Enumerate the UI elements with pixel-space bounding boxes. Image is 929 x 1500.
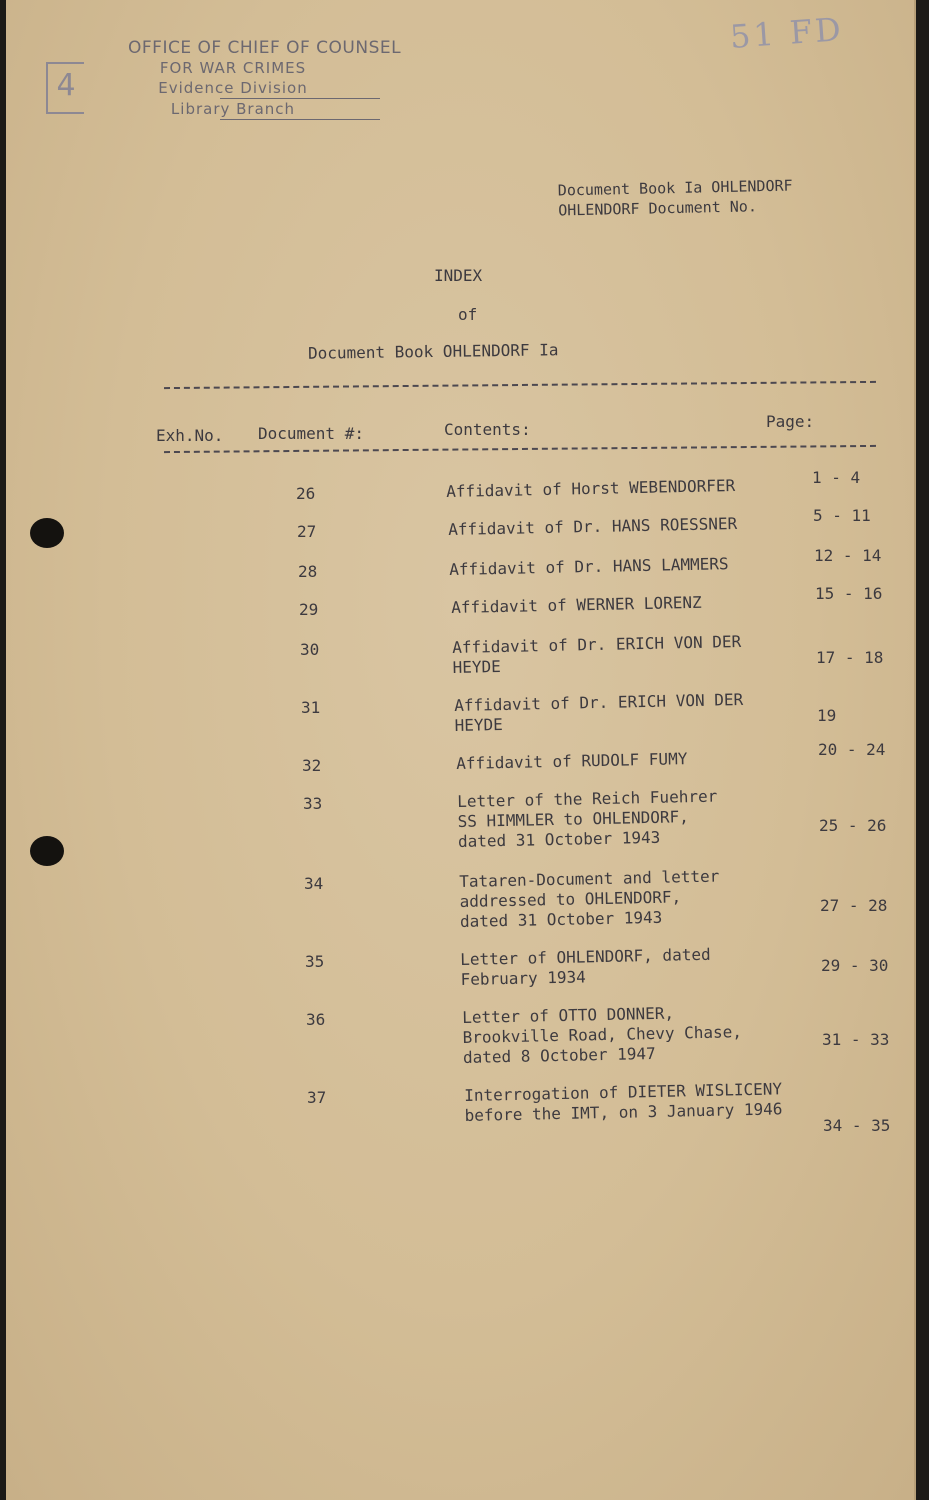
contents-entry: [454, 690, 744, 736]
index-title: INDEX: [434, 266, 483, 285]
contents-line: HEYDE: [452, 656, 502, 677]
document-page: [6, 0, 916, 1500]
page-range: 19: [817, 706, 837, 725]
document-number: 32: [302, 756, 322, 775]
column-exh-no: Exh.No.: [156, 426, 224, 445]
page-range: 34 - 35: [823, 1116, 891, 1135]
contents-line: Affidavit of WERNER LORENZ: [450, 592, 702, 617]
contents-line: Affidavit of Dr. ERICH VON DER: [452, 631, 742, 657]
punch-hole: [30, 518, 64, 548]
column-page: Page:: [766, 412, 815, 431]
contents-line: dated 31 October 1943: [459, 907, 663, 931]
book-header-line-1: Document Book Ia OHLENDORF: [557, 176, 793, 200]
margin-note: 4: [46, 62, 84, 114]
stamp-line-2: FOR WAR CRIMES: [159, 59, 307, 77]
document-number: 34: [304, 874, 324, 893]
contents-entry: [452, 632, 742, 678]
document-number: 33: [303, 794, 323, 813]
handwritten-note: 51 FD: [728, 10, 845, 56]
contents-line: Interrogation of DIETER WISLICENY: [463, 1079, 782, 1105]
contents-entry: [457, 787, 718, 852]
contents-entry: [449, 554, 729, 580]
contents-entry: [448, 514, 737, 540]
contents-line: February 1934: [460, 967, 587, 989]
page-range: 12 - 14: [814, 546, 882, 565]
punch-hole: [30, 836, 64, 866]
document-number: 28: [298, 562, 318, 581]
document-number: 27: [297, 522, 317, 541]
contents-line: Affidavit of Dr. ERICH VON DER: [454, 689, 744, 715]
contents-entry: [460, 945, 711, 990]
document-book-title: Document Book OHLENDORF Ia: [307, 340, 559, 363]
contents-line: Letter of OHLENDORF, dated: [460, 944, 712, 969]
contents-line: Affidavit of Dr. HANS LAMMERS: [449, 554, 729, 579]
document-number: 35: [305, 952, 325, 971]
contents-entry: [462, 1002, 743, 1068]
page-range: 29 - 30: [821, 956, 889, 975]
page-range: 25 - 26: [819, 816, 887, 835]
stamp-line-3: Evidence Division: [158, 79, 308, 97]
dashed-rule: [164, 381, 876, 389]
page-range: 1 - 4: [812, 468, 861, 487]
contents-line: Letter of the Reich Fuehrer: [457, 786, 718, 811]
contents-line: Tataren-Document and letter: [458, 866, 720, 891]
contents-line: Affidavit of RUDOLF FUMY: [455, 749, 688, 773]
contents-line: Letter of OTTO DONNER,: [462, 1003, 675, 1027]
stamp-line-4: Library Branch: [170, 100, 296, 118]
contents-line: Affidavit of Horst WEBENDORFER: [446, 475, 736, 501]
contents-line: dated 8 October 1947: [462, 1043, 656, 1067]
page-range: 31 - 33: [822, 1030, 890, 1049]
contents-entry: [464, 1079, 783, 1126]
contents-line: addressed to OHLENDORF,: [459, 887, 682, 911]
office-stamp: [128, 38, 458, 120]
page-range: 27 - 28: [820, 896, 888, 915]
contents-entry: [456, 749, 688, 774]
contents-entry: [451, 593, 702, 618]
contents-line: dated 31 October 1943: [458, 827, 661, 851]
contents-line: before the IMT, on 3 January 1946: [464, 1099, 783, 1125]
document-number: 37: [307, 1088, 327, 1107]
dashed-rule: [164, 445, 876, 453]
document-number: 36: [306, 1010, 326, 1029]
book-header: [558, 176, 794, 221]
stamp-line-1: OFFICE OF CHIEF OF COUNSEL: [128, 38, 402, 58]
contents-line: SS HIMMLER to OHLENDORF,: [457, 807, 690, 831]
book-header-line-2: OHLENDORF Document No.: [558, 197, 758, 220]
column-contents: Contents:: [444, 420, 531, 439]
document-number: 31: [301, 698, 321, 717]
contents-line: Brookville Road, Chevy Chase,: [462, 1022, 743, 1047]
contents-line: HEYDE: [454, 714, 503, 735]
contents-line: Affidavit of Dr. HANS ROESSNER: [447, 513, 737, 539]
contents-entry: [459, 867, 720, 932]
page-range: 5 - 11: [813, 506, 871, 525]
stamp-rule: [220, 119, 380, 120]
page-range: 15 - 16: [815, 584, 883, 603]
document-number: 30: [300, 640, 320, 659]
page-range: 20 - 24: [818, 740, 886, 759]
index-of: of: [458, 305, 478, 324]
document-number: 26: [296, 484, 316, 503]
page-range: 17 - 18: [816, 648, 884, 667]
contents-entry: [446, 476, 735, 502]
column-document: Document #:: [258, 424, 364, 443]
document-number: 29: [299, 600, 319, 619]
